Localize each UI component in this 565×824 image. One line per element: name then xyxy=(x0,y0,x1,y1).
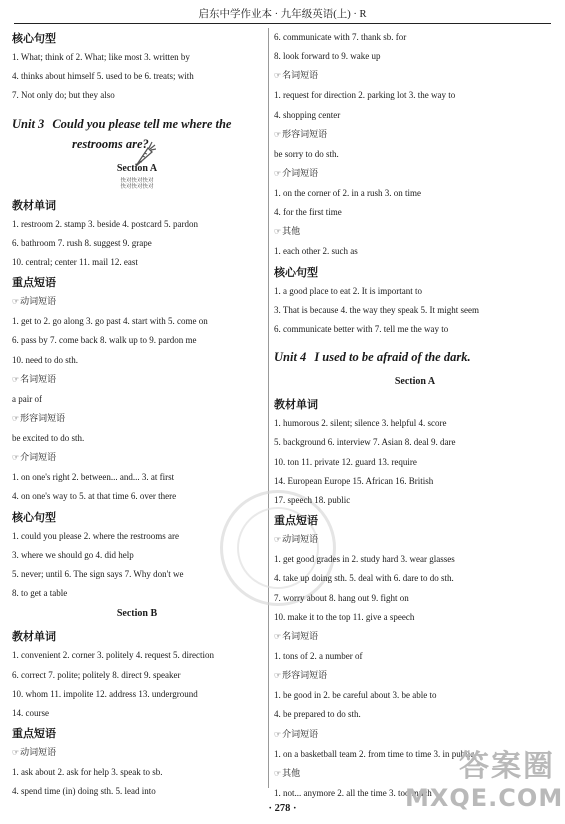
verb-phrase-heading: ☞ 动词短语 xyxy=(274,535,319,546)
answer-line: 1. not... anymore 2. all the time 3. too much xyxy=(274,787,432,798)
phrase-heading: 重点短语 xyxy=(12,727,56,741)
answer-line: 1. on one's right 2. between... and... 3. at first xyxy=(12,472,175,483)
header-rule xyxy=(14,23,551,24)
answer-line: 1. each other 2. such as xyxy=(274,246,358,257)
answer-line: 14. European Europe 15. African 16. British xyxy=(274,475,434,486)
small-note-line: 快对快对快对 xyxy=(120,177,154,184)
answer-line: 1. get to 2. go along 3. go past 4. start with 5. come on xyxy=(12,316,208,327)
answer-line: 7. Not only do; but they also xyxy=(12,90,115,101)
answer-line: 10. whom 11. impolite 12. address 13. underground xyxy=(12,688,198,699)
answer-line: 1. humorous 2. silent; silence 3. helpful 4. score xyxy=(274,418,447,429)
bullet-icon: ☞ xyxy=(274,632,281,642)
answer-line: 1. What; think of 2. What; like most 3. written by xyxy=(12,52,190,62)
adj-phrase-heading: ☞ 形容词短语 xyxy=(12,414,66,425)
unit3-title-line1: Could you please tell me where the xyxy=(52,116,232,131)
prep-phrase-heading: ☞ 介词短语 xyxy=(274,729,319,740)
answer-line: 4. be prepared to do sth. xyxy=(274,709,361,720)
answer-line: 4. thinks about himself 5. used to be 6. treats; with xyxy=(12,71,194,82)
adj-phrase-heading: ☞ 形容词短语 xyxy=(274,129,328,140)
answer-line: 4. for the first time xyxy=(274,207,342,218)
header-title: 启东中学作业本 · 九年级英语(上) · R xyxy=(198,9,367,20)
answer-line: 10. ton 11. private 12. guard 13. require xyxy=(274,456,417,467)
unit4-title xyxy=(274,347,556,367)
unit4-label: Unit 4 xyxy=(274,350,307,365)
vocab-heading: 教材单词 xyxy=(12,630,56,644)
answer-line: 10. need to do sth. xyxy=(12,354,78,365)
phrase-heading: 重点短语 xyxy=(12,276,56,290)
answer-line: 7. worry about 8. hang out 9. fight on xyxy=(274,592,409,603)
bullet-icon: ☞ xyxy=(274,729,281,739)
answer-line: 3. where we should go 4. did help xyxy=(12,549,134,560)
bullet-icon: ☞ xyxy=(274,71,281,81)
unit3-title-line2: restrooms are? xyxy=(72,136,149,151)
bullet-icon: ☞ xyxy=(12,748,19,758)
page-header xyxy=(0,6,565,21)
answer-line: 1. on the corner of 2. in a rush 3. on time xyxy=(274,188,421,199)
right-column xyxy=(274,28,556,803)
core-heading: 核心句型 xyxy=(12,510,56,524)
answer-line: 10. central; center 11. mail 12. east xyxy=(12,257,138,268)
answer-line: 8. to get a table xyxy=(12,588,68,599)
answer-line: 4. on one's way to 5. at that time 6. over there xyxy=(12,491,177,502)
answer-line: 6. pass by 7. come back 8. walk up to 9. pardon me xyxy=(12,335,197,346)
vocab-heading: 教材单词 xyxy=(12,198,56,212)
bullet-icon: ☞ xyxy=(274,129,281,139)
noun-phrase-heading: ☞ 名词短语 xyxy=(274,632,319,643)
answer-line: 1. request for direction 2. parking lot 3. the way to xyxy=(274,90,456,101)
phrase-heading: 重点短语 xyxy=(274,514,318,528)
verb-phrase-heading: ☞ 动词短语 xyxy=(12,748,57,759)
watermark-line2: MXQE.COM xyxy=(405,784,564,812)
answer-line: 6. communicate with 7. thank sb. for xyxy=(274,32,407,42)
noun-phrase-heading: ☞ 名词短语 xyxy=(12,374,57,385)
adj-phrase-heading: ☞ 形容词短语 xyxy=(274,671,328,682)
answer-line: 4. take up doing sth. 5. deal with 6. dare to do sth. xyxy=(274,573,454,584)
answer-line: be excited to do sth. xyxy=(12,433,85,444)
unit4-title-text: I used to be afraid of the dark. xyxy=(314,350,471,365)
answer-line: 6. correct 7. polite; politely 8. direct 9. speaker xyxy=(12,669,181,680)
core-heading: 核心句型 xyxy=(12,32,56,45)
answer-line: 5. never; until 6. The sign says 7. Why don't we xyxy=(12,569,184,580)
unit3-label: Unit 3 xyxy=(12,116,45,131)
answer-line: 1. ask about 2. ask for help 3. speak to sb. xyxy=(12,767,163,778)
watermark-line1: 答案圈 xyxy=(459,749,555,784)
answer-line: a pair of xyxy=(12,393,42,404)
bullet-icon: ☞ xyxy=(274,671,281,681)
carrot-icon xyxy=(132,140,156,168)
verb-phrase-heading: ☞ 动词短语 xyxy=(12,297,57,308)
bullet-icon: ☞ xyxy=(12,297,19,307)
answer-line: 4. shopping center xyxy=(274,109,341,120)
section-a-title: Section A xyxy=(116,162,158,174)
answer-line: 10. make it to the top 11. give a speech xyxy=(274,611,415,622)
bullet-icon: ☞ xyxy=(274,227,281,237)
vocab-heading: 教材单词 xyxy=(274,398,318,412)
answer-line: 1. be good in 2. be careful about 3. be able to xyxy=(274,690,437,701)
bullet-icon: ☞ xyxy=(274,169,281,179)
page-number: · 278 · xyxy=(268,803,297,814)
answer-line: 17. speech 18. public xyxy=(274,495,351,506)
answer-line: 1. restroom 2. stamp 3. beside 4. postcard 5. pardon xyxy=(12,218,198,229)
bullet-icon: ☞ xyxy=(12,414,19,424)
answer-line: 1. convenient 2. corner 3. politely 4. request 5. direction xyxy=(12,650,214,661)
column-divider xyxy=(268,28,269,788)
answer-line: 1. a good place to eat 2. It is important to xyxy=(274,285,422,296)
answer-line: 1. could you please 2. where the restrooms are xyxy=(12,530,179,541)
other-heading: ☞ 其他 xyxy=(274,768,301,779)
answer-line: 6. communicate better with 7. tell me the way to xyxy=(274,324,449,335)
bullet-icon: ☞ xyxy=(12,374,19,384)
section-b-title: Section B xyxy=(116,608,158,620)
answer-line: 1. tons of 2. a number of xyxy=(274,651,363,662)
section-a-title: Section A xyxy=(394,376,436,388)
small-note xyxy=(12,178,262,190)
noun-phrase-heading: ☞ 名词短语 xyxy=(274,71,319,82)
answer-line: 3. That is because 4. the way they speak 5. It might seem xyxy=(274,304,480,315)
answer-line: 1. get good grades in 2. study hard 3. wear glasses xyxy=(274,554,455,565)
answer-line: 4. spend time (in) doing sth. 5. lead into xyxy=(12,786,156,797)
answer-line: 5. background 6. interview 7. Asian 8. deal 9. dare xyxy=(274,437,456,448)
small-note-line: 快对快对快对 xyxy=(120,183,154,190)
bullet-icon: ☞ xyxy=(12,453,19,463)
prep-phrase-heading: ☞ 介词短语 xyxy=(274,169,319,180)
prep-phrase-heading: ☞ 介词短语 xyxy=(12,453,57,464)
core-heading: 核心句型 xyxy=(274,265,318,279)
site-watermark xyxy=(405,749,564,820)
answer-line: 8. look forward to 9. wake up xyxy=(274,51,381,62)
answer-line: be sorry to do sth. xyxy=(274,148,339,159)
answer-line: 6. bathroom 7. rush 8. suggest 9. grape xyxy=(12,237,152,248)
bullet-icon: ☞ xyxy=(274,535,281,545)
answer-line: 1. on a basketball team 2. from time to time 3. in public xyxy=(274,748,475,759)
other-heading: ☞ 其他 xyxy=(274,227,301,238)
answer-line: 14. course xyxy=(12,708,49,719)
bullet-icon: ☞ xyxy=(274,768,281,778)
